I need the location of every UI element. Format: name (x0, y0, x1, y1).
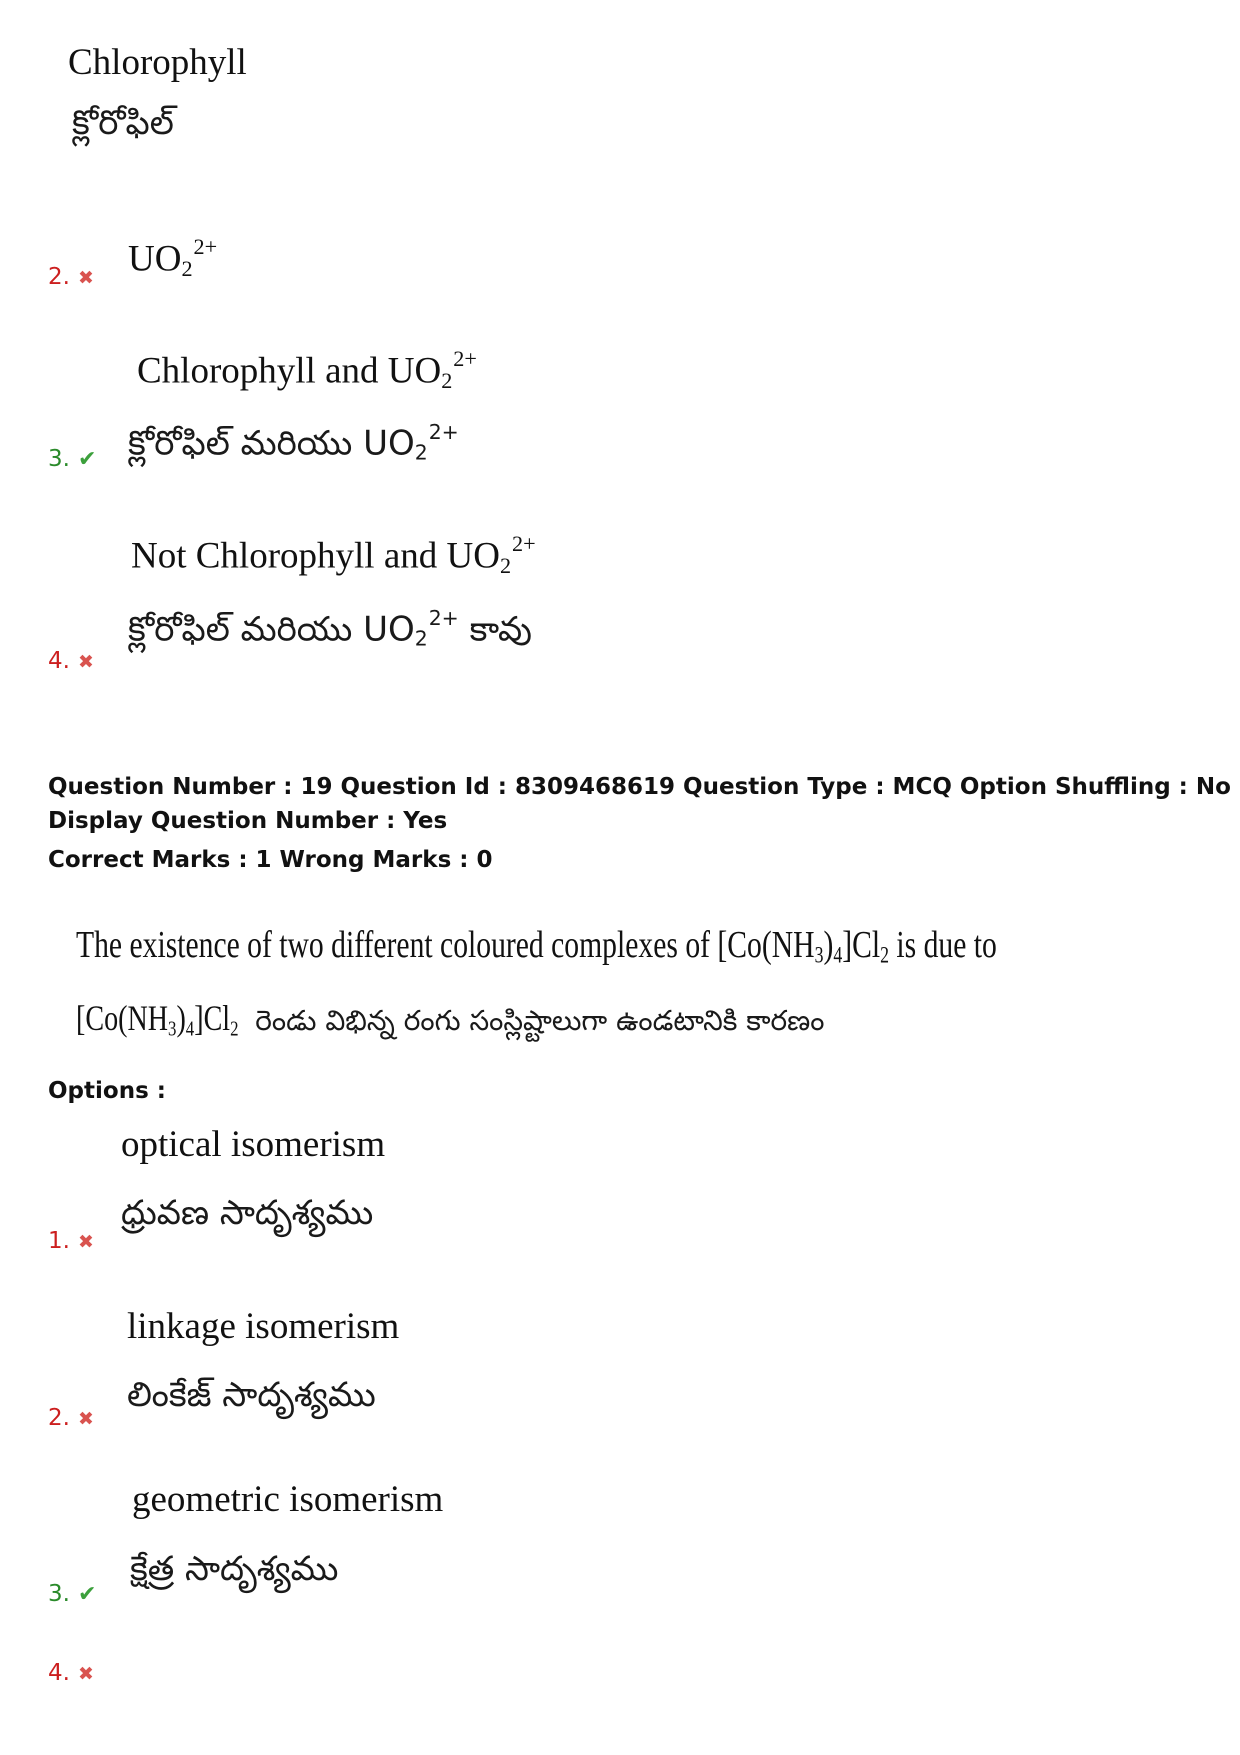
option-number: 4. (48, 648, 70, 674)
prev-option4-number-row (48, 650, 94, 673)
question-text-te: $[Co(NH_3)_4]Cl_2$ రెండు విభిన్న రంగు సంస్లిష్టాలుగా ఉండటానికి కారణం (76, 998, 825, 1041)
option1-number-row (48, 1230, 94, 1253)
question-meta-line2: Display Question Number : Yes (48, 808, 448, 834)
option-number: 1. (48, 1228, 70, 1254)
question-text-en: The existence of two different coloured complexes of $[Co(NH_3)_4]Cl_2$ is due to (76, 924, 997, 968)
option3-te: క్షేత్ర సాదృశ్యము (130, 1549, 339, 1589)
option1-te: ధ్రువణ సాదృశ్యము (121, 1193, 374, 1233)
option2-en: linkage isomerism (127, 1306, 400, 1347)
prev-option2-en: $UO_2^{2+}$ (128, 234, 218, 282)
prev-option3-number-row (48, 448, 96, 471)
prev-option3-te: క్లోరోఫిల్ మరియు $UO_2^{2+}$ (128, 420, 459, 465)
option2-te: లింకేజ్ సాదృశ్యము (127, 1375, 376, 1415)
correct-mark-icon: ✔ (77, 447, 97, 472)
option-number: 2. (48, 264, 70, 290)
question-meta-line1: Question Number : 19 Question Id : 8309468619 Question Type : MCQ Option Shuffling : No (48, 774, 1231, 800)
option3-en: geometric isomerism (132, 1479, 444, 1520)
option-number: 2. (48, 1405, 70, 1431)
prev-option4-en: Not Chlorophyll and $UO_2^{2+}$ (131, 531, 536, 579)
question-marks-line: Correct Marks : 1 Wrong Marks : 0 (48, 847, 493, 873)
wrong-mark-icon: ✖ (77, 1231, 94, 1253)
option-number: 4. (48, 1660, 70, 1686)
option-number: 3. (48, 1581, 70, 1607)
wrong-mark-icon: ✖ (77, 651, 94, 673)
prev-option3-en: Chlorophyll and $UO_2^{2+}$ (137, 346, 477, 394)
options-label: Options : (48, 1078, 166, 1104)
option-number: 3. (48, 446, 70, 472)
prev-option1-te: క్లోరోఫిల్ (72, 103, 174, 143)
prev-option4-te: క్లోరోఫిల్ మరియు $UO_2^{2+}$ కావు (128, 606, 532, 651)
option1-en: optical isomerism (121, 1124, 386, 1165)
option4-number-row (48, 1662, 94, 1685)
wrong-mark-icon: ✖ (77, 1408, 94, 1430)
wrong-mark-icon: ✖ (77, 267, 94, 289)
prev-option1-en: Chlorophyll (68, 42, 247, 83)
wrong-mark-icon: ✖ (77, 1663, 94, 1685)
correct-mark-icon: ✔ (77, 1582, 97, 1607)
option3-number-row (48, 1583, 96, 1606)
option2-number-row (48, 1407, 94, 1430)
prev-option2-number-row (48, 266, 94, 289)
